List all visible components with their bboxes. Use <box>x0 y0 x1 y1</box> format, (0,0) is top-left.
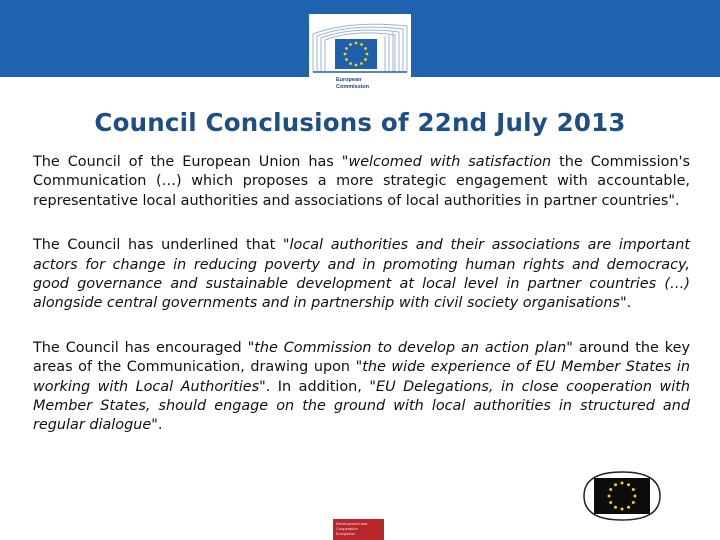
p3-quote-3: EU Delegations, in close cooperation with Member States, should engage on the ground with local authorities in structured and regular dialogue <box>33 378 690 434</box>
p3-text-b: " around the key areas of the Communication, drawing upon " <box>33 340 690 376</box>
council-of-eu-logo <box>578 468 666 524</box>
badge-line-2: Cooperation <box>336 526 358 531</box>
paragraph-3 <box>33 339 690 435</box>
europeaid-badge <box>333 519 384 540</box>
p2-text-a: The Council has underlined that " <box>33 237 290 254</box>
paragraph-2 <box>33 236 690 313</box>
logo-line-european: European <box>336 77 362 83</box>
p2-text-b: ". <box>619 295 632 312</box>
p3-quote-2: the wide experience of EU Member States in working with Local Authorities <box>33 359 690 395</box>
council-emblem-icon <box>578 468 666 524</box>
p3-quote-1: the Commission to develop an action plan <box>254 340 567 357</box>
european-commission-logo <box>309 14 411 97</box>
p2-quote: local authorities and their associations are important actors for change in reducing poverty and in promoting human rights and democracy, good governance and sustainable development at local level in partner countries (…) alongside central governments and in partnership with civil society organisations <box>33 237 691 312</box>
logo-line-commission: Commission <box>336 83 370 90</box>
badge-line-1: Development and <box>336 521 368 526</box>
body-text <box>33 153 690 461</box>
badge-line-3: EuropeAid <box>336 531 355 536</box>
p1-text-b: the Commission's Communication (…) which proposes a more strategic engagement with accountable, representative local authorities and associations of local authorities in partner countries". <box>33 154 691 209</box>
p1-quote: welcomed with satisfaction <box>348 154 552 170</box>
page-title: Council Conclusions of 22nd July 2013 <box>94 108 626 137</box>
logo-wordmark <box>336 77 406 90</box>
paragraph-1 <box>33 153 690 211</box>
p3-text-c: ". In addition, " <box>259 378 376 395</box>
p3-text-d: ". <box>151 417 163 434</box>
p3-text-a: The Council has encouraged " <box>33 340 255 357</box>
p1-text-a: The Council of the European Union has " <box>33 154 349 170</box>
